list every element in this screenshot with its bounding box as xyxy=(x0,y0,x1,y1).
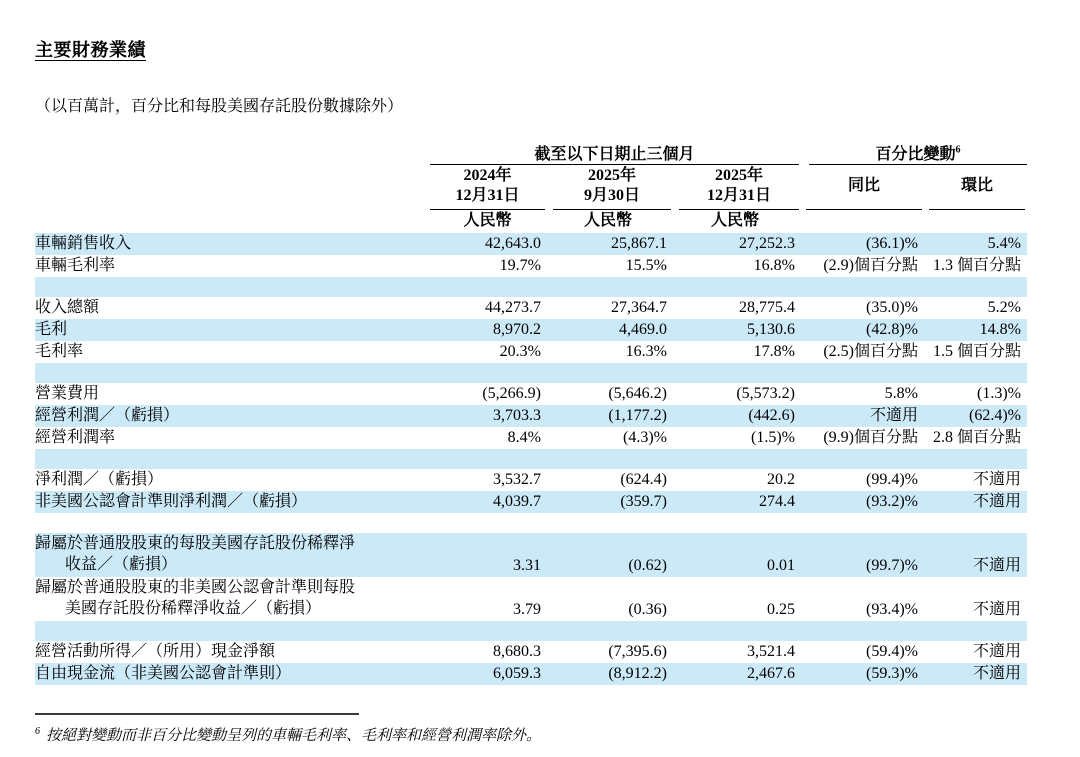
cell-value xyxy=(799,449,922,469)
cell-value: (35.0)% xyxy=(866,299,918,316)
cell-value xyxy=(922,363,1025,383)
cell-value: (59.3)% xyxy=(866,665,918,682)
footnote-marker: 6 xyxy=(35,726,40,737)
cell-value: 3,703.3 xyxy=(493,407,541,424)
table-row xyxy=(35,577,1027,621)
cell-value: (7,395.6) xyxy=(608,643,667,660)
cell-value: 42,643.0 xyxy=(485,235,541,252)
cell-value xyxy=(671,449,799,469)
header-spacer xyxy=(35,210,430,233)
period-date: 12月31日 xyxy=(455,187,520,204)
cell-value: (9.9)個百分點 xyxy=(823,429,918,446)
table-row xyxy=(35,491,1027,513)
cell-value: 20.2 xyxy=(767,471,795,488)
cell-value: 不適用 xyxy=(972,493,1021,510)
row-label: 經營活動所得／（所用）現金淨額 xyxy=(35,643,276,660)
cell-value: (442.6) xyxy=(748,407,795,424)
cell-value: (624.4) xyxy=(620,471,667,488)
cell-value xyxy=(799,513,922,533)
row-label: 歸屬於普通股股東的每股美國存託股份稀釋淨 收益／（虧損） xyxy=(35,535,356,573)
row-label: 淨利潤／（虧損） xyxy=(35,471,164,488)
column-header-qoq xyxy=(922,165,1025,210)
cell-value: 0.25 xyxy=(767,601,795,618)
cell-value: (5,266.9) xyxy=(482,385,541,402)
row-label: 自由現金流（非美國公認會計準則） xyxy=(35,665,292,682)
footnote-text: 按絕對變動而非百分比變動呈列的車輛毛利率、毛利率和經營利潤率除外。 xyxy=(46,728,542,744)
table-row xyxy=(35,319,1027,341)
table-row xyxy=(35,255,1027,277)
page-title: 主要財務業績 xyxy=(35,40,146,60)
cell-value: 25,867.1 xyxy=(611,235,667,252)
cell-value: (4.3)% xyxy=(623,429,667,446)
spacer-row xyxy=(35,277,1027,297)
spacer-row xyxy=(35,513,1027,533)
footnote xyxy=(35,724,1027,745)
header-spacer xyxy=(799,210,922,233)
cell-value xyxy=(799,363,922,383)
table-row xyxy=(35,341,1027,363)
header-spacer xyxy=(35,141,430,165)
cell-value: 17.8% xyxy=(753,343,795,360)
currency-label: 人民幣 xyxy=(583,212,632,229)
cell-value: 不適用 xyxy=(972,665,1021,682)
column-header-yoy xyxy=(799,165,922,210)
cell-value xyxy=(671,513,799,533)
row-label: 歸屬於普通股股東的非美國公認會計準則每股 美國存託股份稀釋淨收益／（虧損） xyxy=(35,579,356,617)
cell-value: 不適用 xyxy=(972,643,1021,660)
cell-value xyxy=(922,277,1025,297)
page-subtitle: （以百萬計，百分比和每股美國存託股份數據除外） xyxy=(35,98,404,115)
pct-change-group-header xyxy=(799,141,1027,165)
cell-value: 15.5% xyxy=(625,257,667,274)
table-row xyxy=(35,641,1027,663)
table-row xyxy=(35,405,1027,427)
row-label: 經營利潤率 xyxy=(35,429,116,446)
cell-value: (0.36) xyxy=(628,601,667,618)
header-spacer xyxy=(922,210,1025,233)
cell-value: (1,177.2) xyxy=(608,407,667,424)
table-row xyxy=(35,383,1027,405)
cell-value: 20.3% xyxy=(499,343,541,360)
cell-value: (42.8)% xyxy=(866,321,918,338)
period-date: 12月31日 xyxy=(706,187,771,204)
cell-value: 3.31 xyxy=(513,557,541,574)
spacer-row xyxy=(35,363,1027,383)
row-label: 經營利潤／（虧損） xyxy=(35,407,180,424)
spacer-row xyxy=(35,621,1027,641)
cell-value xyxy=(545,449,671,469)
cell-value: (5,573.2) xyxy=(736,385,795,402)
cell-value xyxy=(671,363,799,383)
cell-value: 4,469.0 xyxy=(619,321,667,338)
cell-value: (99.7)% xyxy=(866,557,918,574)
cell-value: 不適用 xyxy=(972,471,1021,488)
cell-value: 不適用 xyxy=(972,557,1021,574)
cell-value: 5.4% xyxy=(987,235,1021,252)
cell-value: (8,912.2) xyxy=(608,665,667,682)
cell-value: 1.3 個百分點 xyxy=(932,257,1021,274)
row-label: 車輛銷售收入 xyxy=(35,235,132,252)
table-row xyxy=(35,469,1027,491)
footnote-divider xyxy=(35,713,359,715)
cell-value: 14.8% xyxy=(979,321,1021,338)
cell-value xyxy=(545,363,671,383)
cell-value xyxy=(545,513,671,533)
cell-value: 不適用 xyxy=(972,601,1021,618)
table-row xyxy=(35,233,1027,255)
cell-value: 2,467.6 xyxy=(747,665,795,682)
cell-value: 28,775.4 xyxy=(739,299,795,316)
row-label: 毛利 xyxy=(35,321,68,338)
table-row xyxy=(35,427,1027,449)
spacer-row xyxy=(35,449,1027,469)
cell-value: 4,039.7 xyxy=(493,493,541,510)
cell-value: (1.5)% xyxy=(751,429,795,446)
footnote-ref: 6 xyxy=(955,144,961,156)
cell-value xyxy=(922,513,1025,533)
cell-value xyxy=(545,621,671,641)
cell-value: (0.62) xyxy=(628,557,667,574)
period-group-label: 截至以下日期止三個月 xyxy=(534,146,695,163)
cell-value: (5,646.2) xyxy=(608,385,667,402)
cell-value: 5.8% xyxy=(884,385,918,402)
period-year: 2024年 xyxy=(463,167,512,184)
cell-value: 27,252.3 xyxy=(739,235,795,252)
cell-value: (93.4)% xyxy=(866,601,918,618)
row-label: 毛利率 xyxy=(35,343,84,360)
cell-value xyxy=(671,277,799,297)
period-year: 2025年 xyxy=(714,167,763,184)
cell-value: 3,521.4 xyxy=(747,643,795,660)
cell-value: (359.7) xyxy=(620,493,667,510)
qoq-label: 環比 xyxy=(960,177,993,194)
header-spacer xyxy=(35,165,430,210)
cell-value: 16.3% xyxy=(625,343,667,360)
column-header-period-2 xyxy=(545,165,671,210)
row-label: 營業費用 xyxy=(35,385,100,402)
cell-value xyxy=(799,277,922,297)
cell-value: 274.4 xyxy=(759,493,795,510)
cell-value: 8,970.2 xyxy=(493,321,541,338)
cell-value: 3.79 xyxy=(513,601,541,618)
cell-value xyxy=(430,513,545,533)
cell-value: 1.5 個百分點 xyxy=(932,343,1021,360)
period-year: 2025年 xyxy=(587,167,636,184)
cell-value: 2.8 個百分點 xyxy=(932,429,1021,446)
row-label: 非美國公認會計準則淨利潤／（虧損） xyxy=(35,493,308,510)
cell-value: (62.4)% xyxy=(969,407,1021,424)
cell-value: 0.01 xyxy=(767,557,795,574)
cell-value: 5.2% xyxy=(987,299,1021,316)
cell-value: 不適用 xyxy=(869,407,918,424)
column-header-period-1 xyxy=(430,165,545,210)
cell-value: (59.4)% xyxy=(866,643,918,660)
table-header xyxy=(35,141,1027,233)
table-body xyxy=(35,233,1027,685)
cell-value xyxy=(922,449,1025,469)
cell-value: 16.8% xyxy=(753,257,795,274)
row-label xyxy=(35,449,430,469)
cell-value xyxy=(671,621,799,641)
row-label xyxy=(35,277,430,297)
cell-value xyxy=(799,621,922,641)
cell-value: (36.1)% xyxy=(866,235,918,252)
table-row xyxy=(35,663,1027,685)
column-header-period-3 xyxy=(671,165,799,210)
cell-value xyxy=(430,277,545,297)
period-date: 9月30日 xyxy=(583,187,640,204)
currency-label: 人民幣 xyxy=(463,212,512,229)
pct-change-group-label: 百分比變動 xyxy=(875,146,956,163)
cell-value: (1.3)% xyxy=(977,385,1021,402)
row-label xyxy=(35,513,430,533)
table-row xyxy=(35,297,1027,319)
cell-value xyxy=(922,621,1025,641)
cell-value: (2.5)個百分點 xyxy=(823,343,918,360)
cell-value: (99.4)% xyxy=(866,471,918,488)
cell-value: 44,273.7 xyxy=(485,299,541,316)
cell-value: 19.7% xyxy=(499,257,541,274)
row-label xyxy=(35,621,430,641)
cell-value: (2.9)個百分點 xyxy=(823,257,918,274)
cell-value xyxy=(430,363,545,383)
cell-value xyxy=(430,449,545,469)
cell-value: 3,532.7 xyxy=(493,471,541,488)
yoy-label: 同比 xyxy=(847,177,880,194)
financial-results-table xyxy=(35,141,1027,685)
cell-value: 8,680.3 xyxy=(493,643,541,660)
cell-value xyxy=(545,277,671,297)
cell-value xyxy=(430,621,545,641)
table-row xyxy=(35,533,1027,577)
cell-value: 27,364.7 xyxy=(611,299,667,316)
row-label xyxy=(35,363,430,383)
period-group-header xyxy=(430,141,799,165)
cell-value: (93.2)% xyxy=(866,493,918,510)
currency-label: 人民幣 xyxy=(710,212,759,229)
cell-value: 6,059.3 xyxy=(493,665,541,682)
cell-value: 8.4% xyxy=(507,429,541,446)
row-label: 車輛毛利率 xyxy=(35,257,116,274)
cell-value: 5,130.6 xyxy=(747,321,795,338)
row-label: 收入總額 xyxy=(35,299,100,316)
